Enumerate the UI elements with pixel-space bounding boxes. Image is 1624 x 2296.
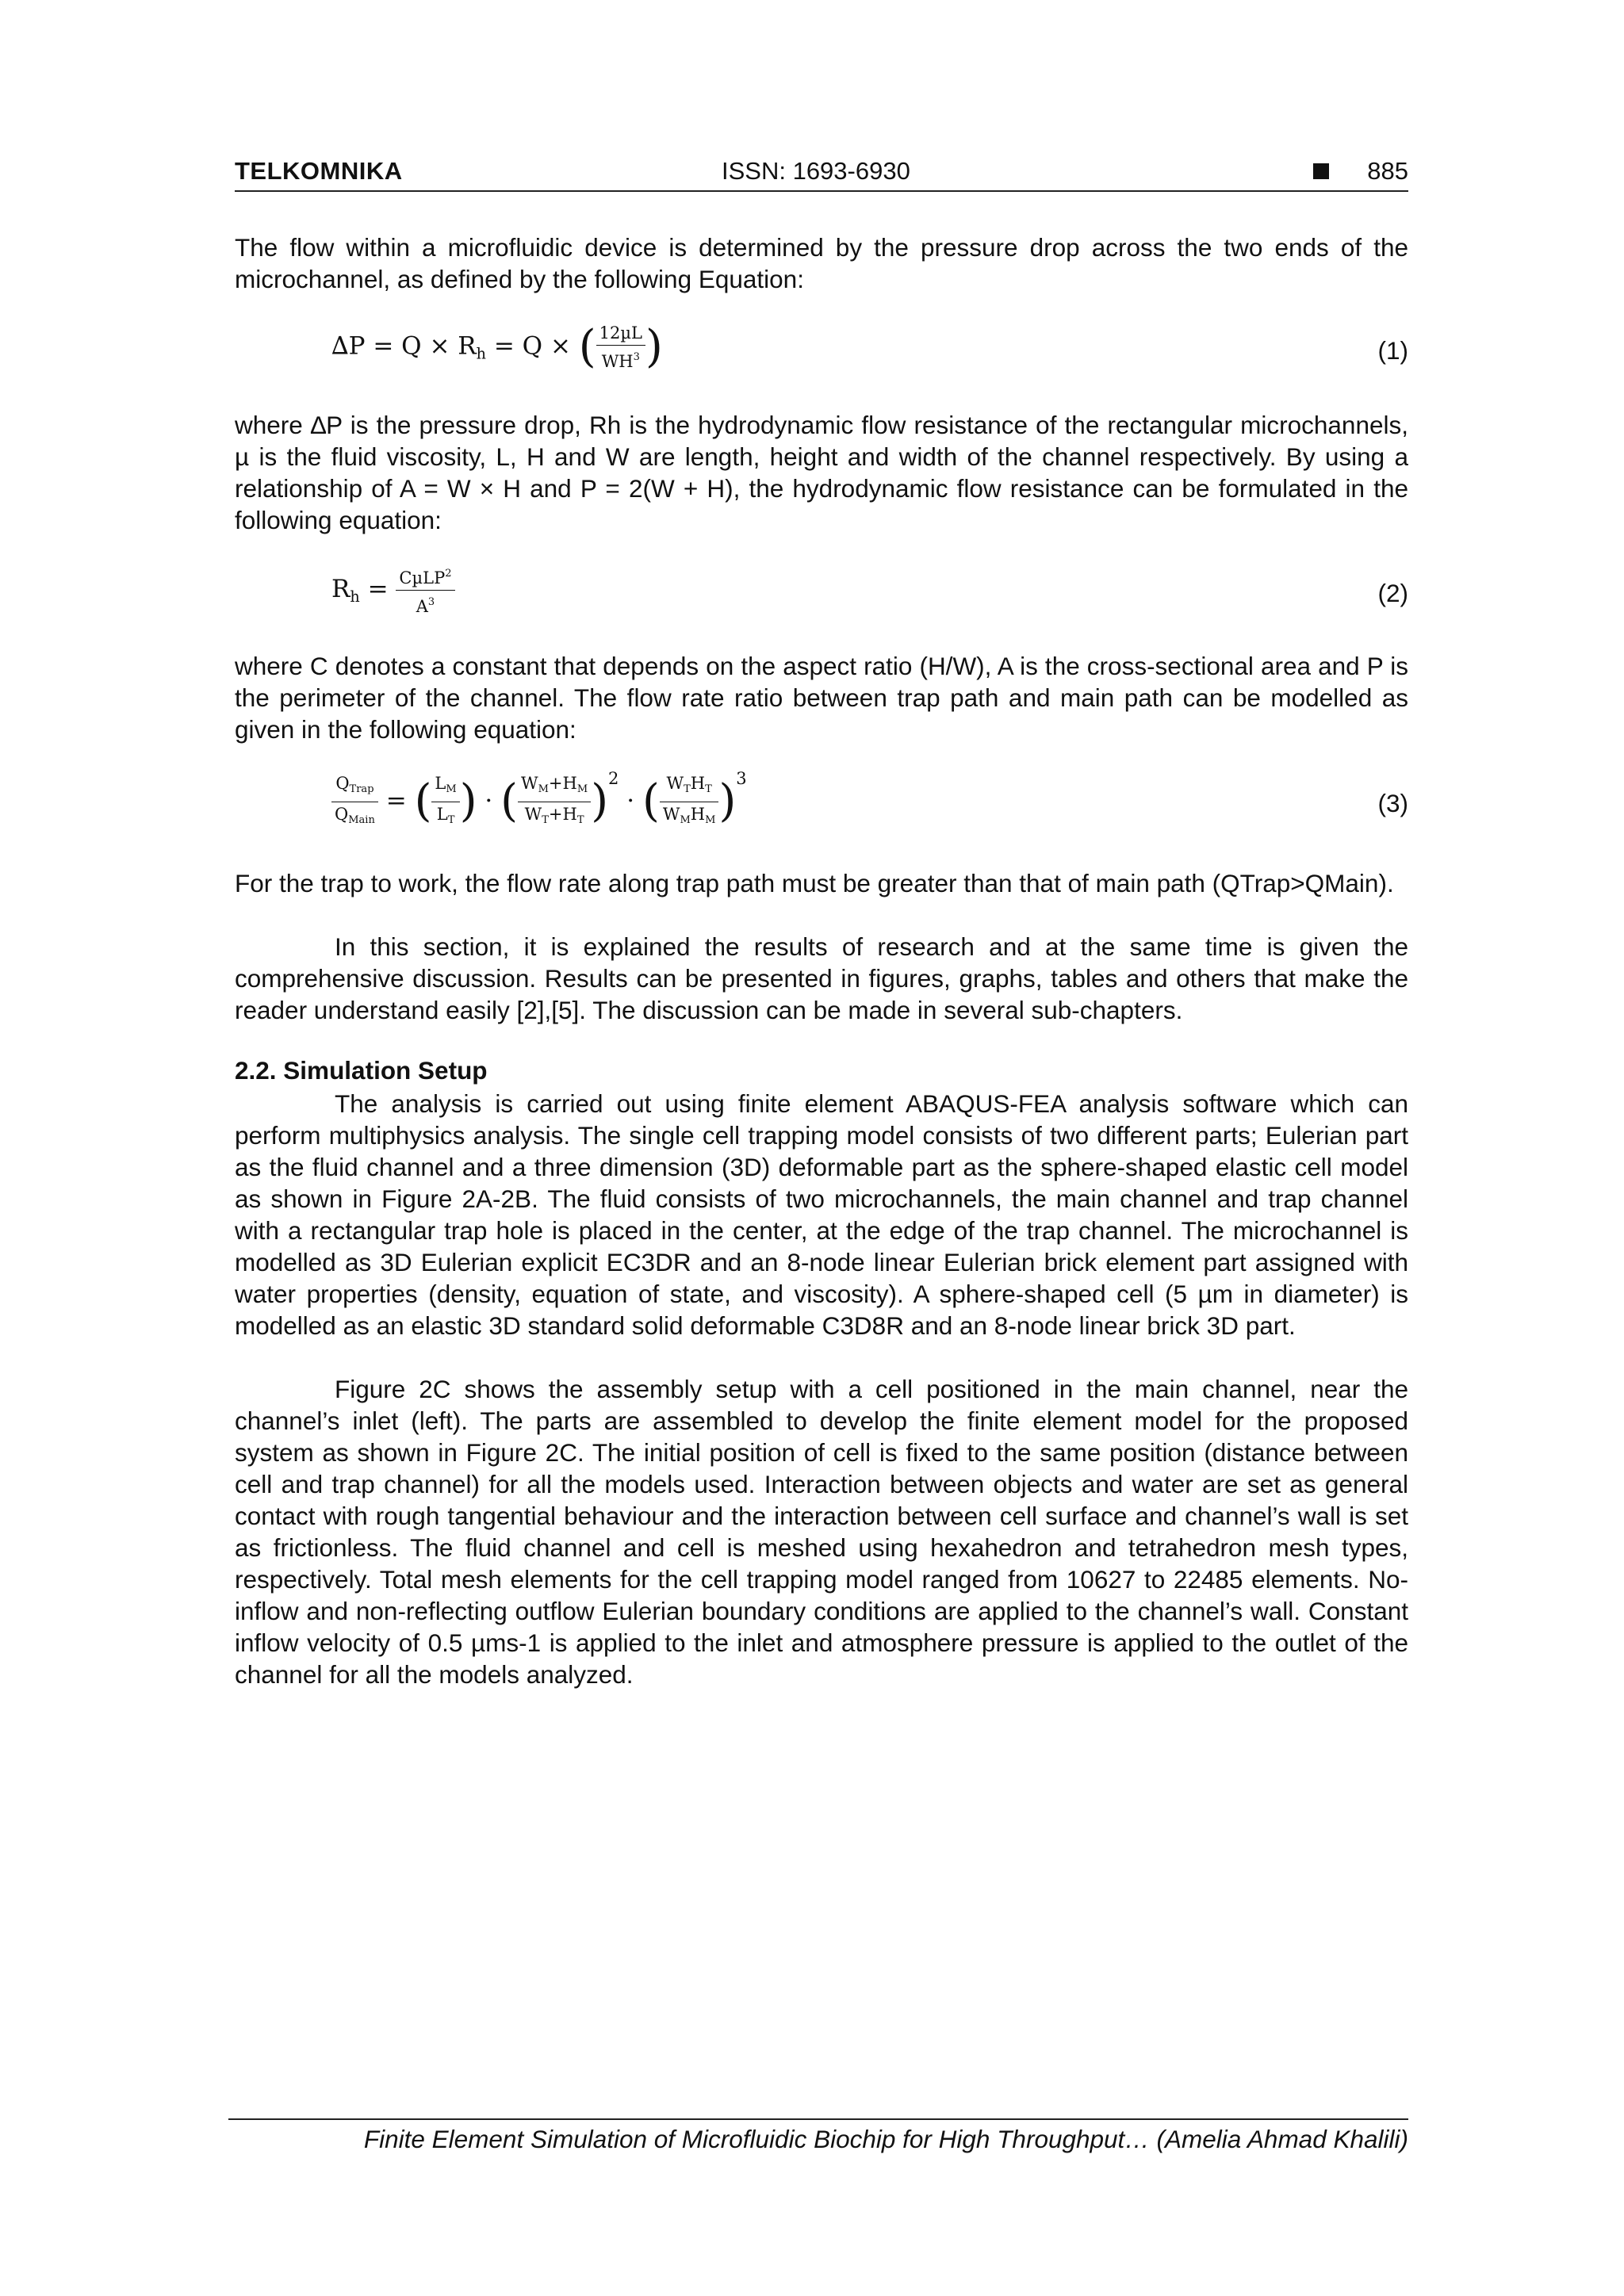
eq2-fraction <box>396 564 454 616</box>
running-footer <box>228 2118 1408 2153</box>
eq2-eqsign: = <box>359 575 389 604</box>
eq3-length-ratio: $\frac{L_M}{L_T}$ <box>431 774 459 830</box>
journal-name: TELKOMNIKA <box>235 157 403 185</box>
eq1-denominator: $WH^3$ <box>596 345 645 371</box>
issn: ISSN: 1693-6930 <box>722 157 910 185</box>
eq1-lhs-sub: h <box>476 344 486 363</box>
paragraph-results-section: In this section, it is explained the results of research and at the same time is given the comprehensive discussion. Results can be presented in figures, graphs, tables and others that make the reader understand easily [2],[5]. The discussion can be made in several sub-chapters. <box>235 932 1408 1024</box>
equation-1-number: (1) <box>1377 336 1408 365</box>
eq3-flow-ratio: $\frac{Q_{Trap}}{Q_{Main}}$ <box>331 774 378 830</box>
section-heading: 2.2. Simulation Setup <box>235 1056 488 1085</box>
eq2-lhs-sub: h <box>350 587 360 606</box>
paragraph-flow-intro: The flow within a microfluidic device is determined by the pressure drop across the two ends of the microchannel, as defined by the following Equation: <box>235 233 1408 293</box>
eq1-lhs: ∆P = Q × R <box>331 331 477 361</box>
paper-page <box>235 0 1408 2296</box>
eq3-power-3: 3 <box>736 769 747 788</box>
eq3-power-2: 2 <box>608 769 619 788</box>
eq2-denominator: $A^3$ <box>396 590 454 616</box>
equation-2 <box>331 564 455 616</box>
paragraph-where-c: where C denotes a constant that depends on the aspect ratio (H/W), A is the cross-sectional area and P is the perimeter of the channel. The flow rate ratio between trap path and main path can be modelled as given in the following equation: <box>235 652 1408 744</box>
footer-title: Finite Element Simulation of Microfluidic Biochip for High Throughput… (Amelia Ahmad Khalili) <box>363 2125 1408 2153</box>
running-header <box>235 155 1408 192</box>
equation-2-number: (2) <box>1377 579 1408 607</box>
square-bullet-icon <box>1313 163 1329 179</box>
eq2-lhs: R <box>331 575 350 604</box>
equation-3: $\frac{Q_{Trap}}{Q_{Main}}$ = ( $\frac{L_M}{L_T}$ ) · ( $\frac{W_M+H_M}{W_T+H_T}$ )2 · ( $\frac{W_TH_T}{W_MH_M}$ )3 <box>331 774 747 830</box>
eq1-numerator: 12µL <box>599 323 642 342</box>
paragraph-trap-condition: For the trap to work, the flow rate along trap path must be greater than that of main path (QTrap>QMain). <box>235 869 1394 897</box>
page-number: 885 <box>1367 157 1408 185</box>
eq1-mid: = Q × <box>486 331 571 361</box>
eq3-dot-1: · <box>485 786 493 815</box>
eq2-numerator: CµLP$^2$ <box>399 568 452 588</box>
equation-1: $\Delta P = Q \times R_h = Q$ × ( $\frac{\text{12µL}}{WH^3}$ ) <box>331 321 663 373</box>
eq3-dot-2: · <box>626 786 635 815</box>
eq3-eqsign: = <box>385 786 407 815</box>
paragraph-assembly-setup: Figure 2C shows the assembly setup with a cell positioned in the main channel, near the channel’s inlet (left). The parts are assembled to develop the finite element model for the proposed system as shown in Figure 2C. The initial position of cell is fixed to the same position (distance between cell and trap channel) for all the models used. Interaction between objects and water are set as general contact with rough tangential behaviour and the interaction between cell surface and channel’s wall is set as frictionless. The fluid channel and cell is meshed using hexahedron and tetrahedron mesh types, respectively. Total mesh elements for the cell trapping model ranged from 10627 to 22485 elements. No-inflow and non-reflecting outflow Eulerian boundary conditions are applied to the channel’s wall. Constant inflow velocity of 0.5 µms-1 is applied to the inlet and atmosphere pressure is applied to the outlet of the channel for all the models analyzed. <box>235 1375 1408 1689</box>
eq3-perimeter-ratio: $\frac{W_M+H_M}{W_T+H_T}$ <box>518 774 591 830</box>
eq3-area-ratio: $\frac{W_TH_T}{W_MH_M}$ <box>660 774 719 830</box>
eq1-fraction <box>596 323 645 371</box>
paragraph-simulation-analysis: The analysis is carried out using finite element ABAQUS-FEA analysis software which can perform multiphysics analysis. The single cell trapping model consists of two different parts; Eulerian part as the fluid channel and a three dimension (3D) deformable part as the sphere-shaped elastic cell model as shown in Figure 2A-2B. The fluid consists of two microchannels, the main channel and trap channel with a rectangular trap hole is placed in the center, at the edge of the trap channel. The microchannel is modelled as 3D Eulerian explicit EC3DR and an 8-node linear Eulerian brick element part assigned with water properties (density, equation of state, and viscosity). A sphere-shaped cell (5 µm in diameter) is modelled as an elastic 3D standard solid deformable C3D8R and an 8-node linear brick 3D part. <box>235 1089 1408 1340</box>
equation-3-number: (3) <box>1377 789 1408 817</box>
paragraph-where-deltap: where ∆P is the pressure drop, Rh is the hydrodynamic flow resistance of the rectangular microchannels, µ is the fluid viscosity, L, H and W are length, height and width of the channel respectively. By using a relationship of A = W × H and P = 2(W + H), the hydrodynamic flow resistance can be formulated in the following equation: <box>235 411 1408 534</box>
